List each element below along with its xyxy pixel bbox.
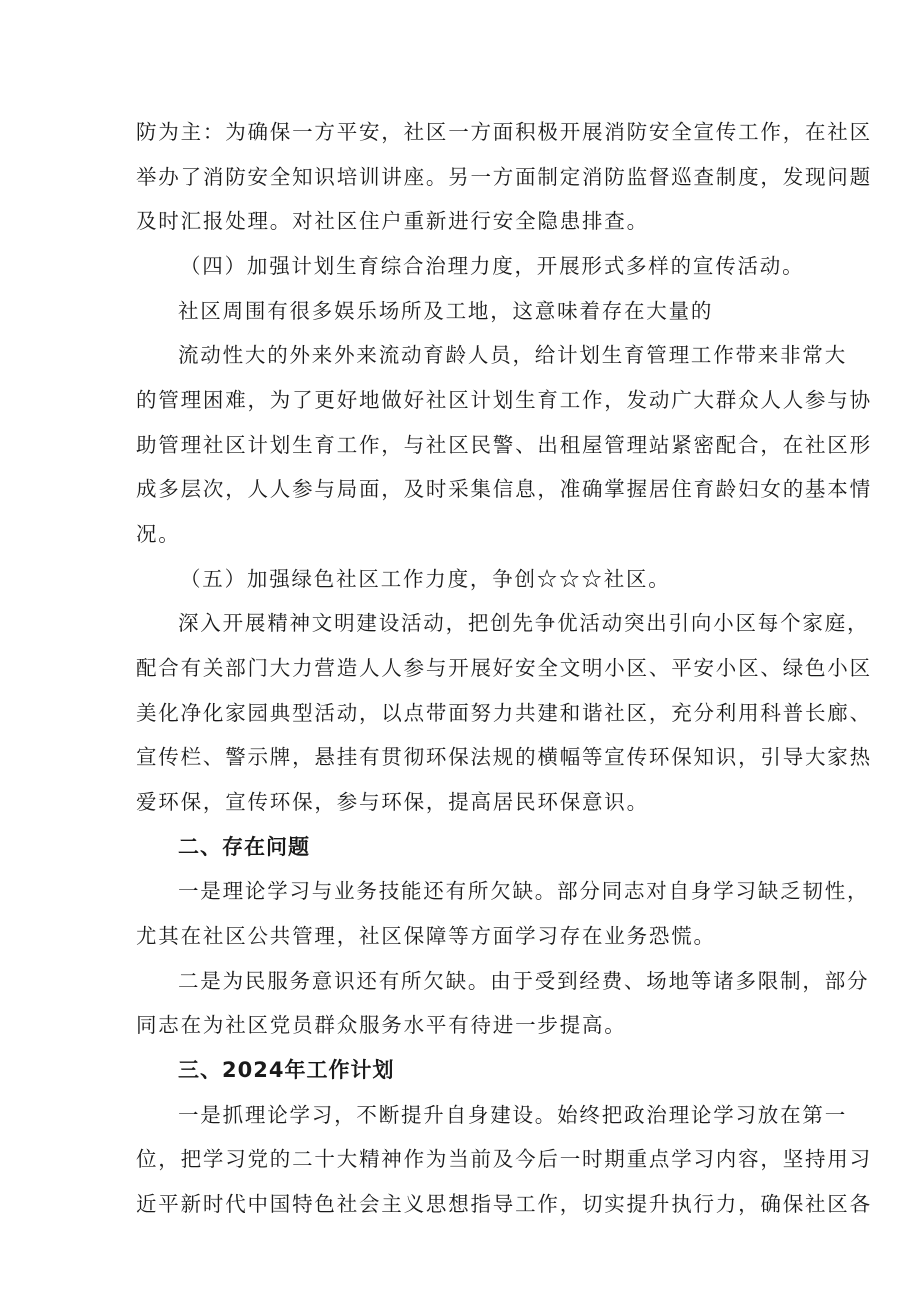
paragraph-line: 况。 [136,522,181,546]
section-heading-problems: 二、存在问题 [178,835,310,859]
paragraph-line: 同志在为社区党员群众服务水平有待进一步提高。 [136,1013,627,1037]
paragraph-line: 二是为民服务意识还有所欠缺。由于受到经费、场地等诸多限制，部分 [178,969,870,993]
paragraph-line: 深入开展精神文明建设活动，把创先争优活动突出引向小区每个家庭， [178,611,870,635]
paragraph-line: 一是理论学习与业务技能还有所欠缺。部分同志对自身学习缺乏韧性， [178,879,870,903]
paragraph-line: 举办了消防安全知识培训讲座。另一方面制定消防监督巡查制度，发现问题 [136,165,872,189]
section-heading-plan: 三、2024年工作计划 [178,1058,395,1082]
subheading-four: （四）加强计划生育综合治理力度，开展形式多样的宣传活动。 [180,254,805,278]
paragraph-line: 尤其在社区公共管理，社区保障等方面学习存在业务恐慌。 [136,924,716,948]
paragraph-line: 的管理困难，为了更好地做好社区计划生育工作，发动广大群众人人参与协 [136,388,872,412]
paragraph-line: 宣传栏、警示牌，悬挂有贯彻环保法规的横幅等宣传环保知识，引导大家热 [136,745,872,769]
paragraph-line: 美化净化家园典型活动，以点带面努力共建和谐社区，充分利用科普长廊、 [136,701,872,725]
paragraph-line: 防为主：为确保一方平安，社区一方面积极开展消防安全宣传工作，在社区 [136,120,872,144]
paragraph-line: 流动性大的外来外来流动育龄人员，给计划生育管理工作带来非常大 [178,343,847,367]
paragraph-line: 社区周围有很多娱乐场所及工地，这意味着存在大量的 [178,299,714,323]
paragraph-line: 近平新时代中国特色社会主义思想指导工作，切实提升执行力，确保社区各 [136,1192,872,1216]
paragraph-line: 及时汇报处理。对社区住户重新进行安全隐患排查。 [136,209,649,233]
paragraph-line: 爱环保，宣传环保，参与环保，提高居民环保意识。 [136,790,649,814]
paragraph-line: 成多层次，人人参与局面，及时采集信息，准确掌握居住育龄妇女的基本情 [136,477,872,501]
paragraph-line: 助管理社区计划生育工作，与社区民警、出租屋管理站紧密配合，在社区形 [136,433,872,457]
paragraph-line: 位，把学习党的二十大精神作为当前及今后一时期重点学习内容，坚持用习 [136,1147,872,1171]
subheading-five: （五）加强绿色社区工作力度，争创☆☆☆社区。 [180,567,671,591]
paragraph-line: 一是抓理论学习，不断提升自身建设。始终把政治理论学习放在第一 [178,1103,847,1127]
paragraph-line: 配合有关部门大力营造人人参与开展好安全文明小区、平安小区、绿色小区 [136,656,872,680]
